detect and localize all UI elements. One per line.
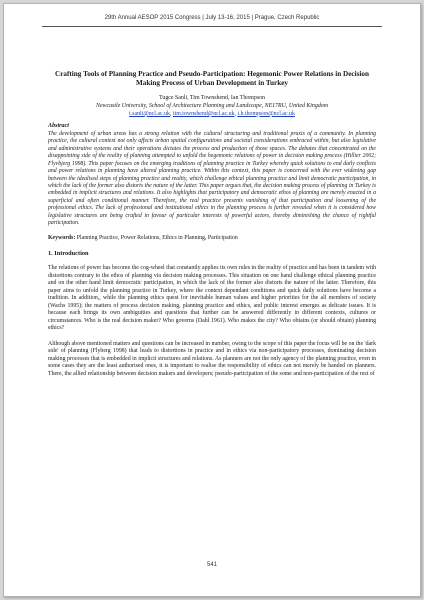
abstract-text: The development of urban areas has a strong relation with the cultural structuring and traditional praxis of a community. In planning practice, the cultural context not only affects urban spatial configurations and societal considerations embraced within, but also legislative and administrative systems and their operations dictates the process and production of those spaces. The debates that concentrated on the disappointing side of the reality of planning attempted to unfold the hegemonic relations of power in decision making process (Hillier 2002; Flyvbjerg 1998). This paper focuses on the emerging traditions of planning practice in Turkey whereby quick solutions to end daily conflicts and power relations in planning have altered planning practice. Within this context, this paper is concerned with the ever widening gap between the idealised steps of planning practice and reality, which challenge ethical planning practice and limit democratic participation, in which the lack of the former also distorts the nature of the latter. This paper argues that, the decision making process of planning in Turkey is embedded in implicit structures and relations. It also highlights that participatory and democratic ethos of planning are merely enacted in a superficial and often conditional manner. Therefore, the real practice presents vanishing of that participation and loosening of the professional ethics. The lack of professional and institutional ethics in the planning process is further revealed when it is considered how legislative structures are being crafted in favour of particular interests of powerful actors, thereby diminishing the chance of rightful participation.: [48, 130, 376, 227]
header-rule: [42, 26, 382, 27]
abstract-heading: Abstract: [48, 123, 69, 130]
author-emails: t.sanli@ncl.ac.uk, tim.townshend@ncl.ac.uk, i.h.thompson@ncl.ac.uk: [129, 110, 295, 117]
email-link-2[interactable]: tim.townshend@ncl.ac.uk: [172, 110, 235, 117]
author-list: Tugce Sanli, Tim Townshend, Ian Thompson: [158, 95, 265, 102]
paper-page: [3, 3, 421, 597]
keywords-label: Keywords:: [48, 234, 76, 241]
keywords-line: [48, 235, 376, 243]
page-number: 541: [206, 562, 217, 568]
paper-title: Crafting Tools of Planning Practice and Pseudo-Participation: Hegemonic Power Relations in Decision Making Process of Urban Development in Turkey: [55, 70, 369, 88]
page-content: [48, 70, 376, 378]
keywords-text: Planning Practice, Power Relations, Ethics in Planning, Participation: [76, 234, 238, 241]
email-link-3[interactable]: i.h.thompson@ncl.ac.uk: [237, 110, 295, 117]
running-header: 29th Annual AESOP 2015 Congress | July 13-16, 2015 | Prague, Czech Republic: [104, 15, 320, 21]
affiliation: Newcastle University, School of Architecture Planning and Landscape, NE17RU, United Kingdom: [96, 103, 328, 109]
email-link-1[interactable]: t.sanli@ncl.ac.uk: [129, 110, 170, 117]
body-paragraph-1: The relations of power has become the cog-wheel that constantly applies its own rules in the reality of practice and has been in tandem with distortions contrary to the ethos of planning via decision making processes. This situation on one hand challenge ethical planning practice and on the other hand limit democratic participation, in which the lack of the former also distorts the nature of the latter. Therefore, this paper aims to unfold the planning practice in Turkey, where the context dependant conditions and quick daily solutions have become a tradition. In addition,, while the planning ethics quest for inevitable human values and higher priorities for the all members of society (Wachs 1995); the matters of process decision making, planning practice and ethics, and public interest emerges as delicate issues. It is because each brings its own ambiguities and questions that further can be answered differently in different contexts, cultures or circumstances. Who is the real decision maker? Who governs (Dahl 1961). Who makes the city? Who obtains (or should obtain) planning ethics?: [48, 265, 376, 332]
body-paragraph-2: Although above mentioned matters and questions can be increased in number, owing to the scope of this paper the focus will be on the 'dark side' of planning (Flyberg 1998) that leads to distortions in practice and in ethics via non-participatory processes, dominating decision making processes that is embedded in implicit structures and relations. As planners are not the only agency of the planning practice, even in some cases they are the least authorised ones, it is important to realise the responsibility of ethics can not merely be handed on planners. There, the allied relationship between decision makers and developers; pseudo-participation of the some and non-participation of the rest of: [48, 340, 376, 377]
section-heading-introduction: 1. Introduction: [48, 250, 89, 258]
